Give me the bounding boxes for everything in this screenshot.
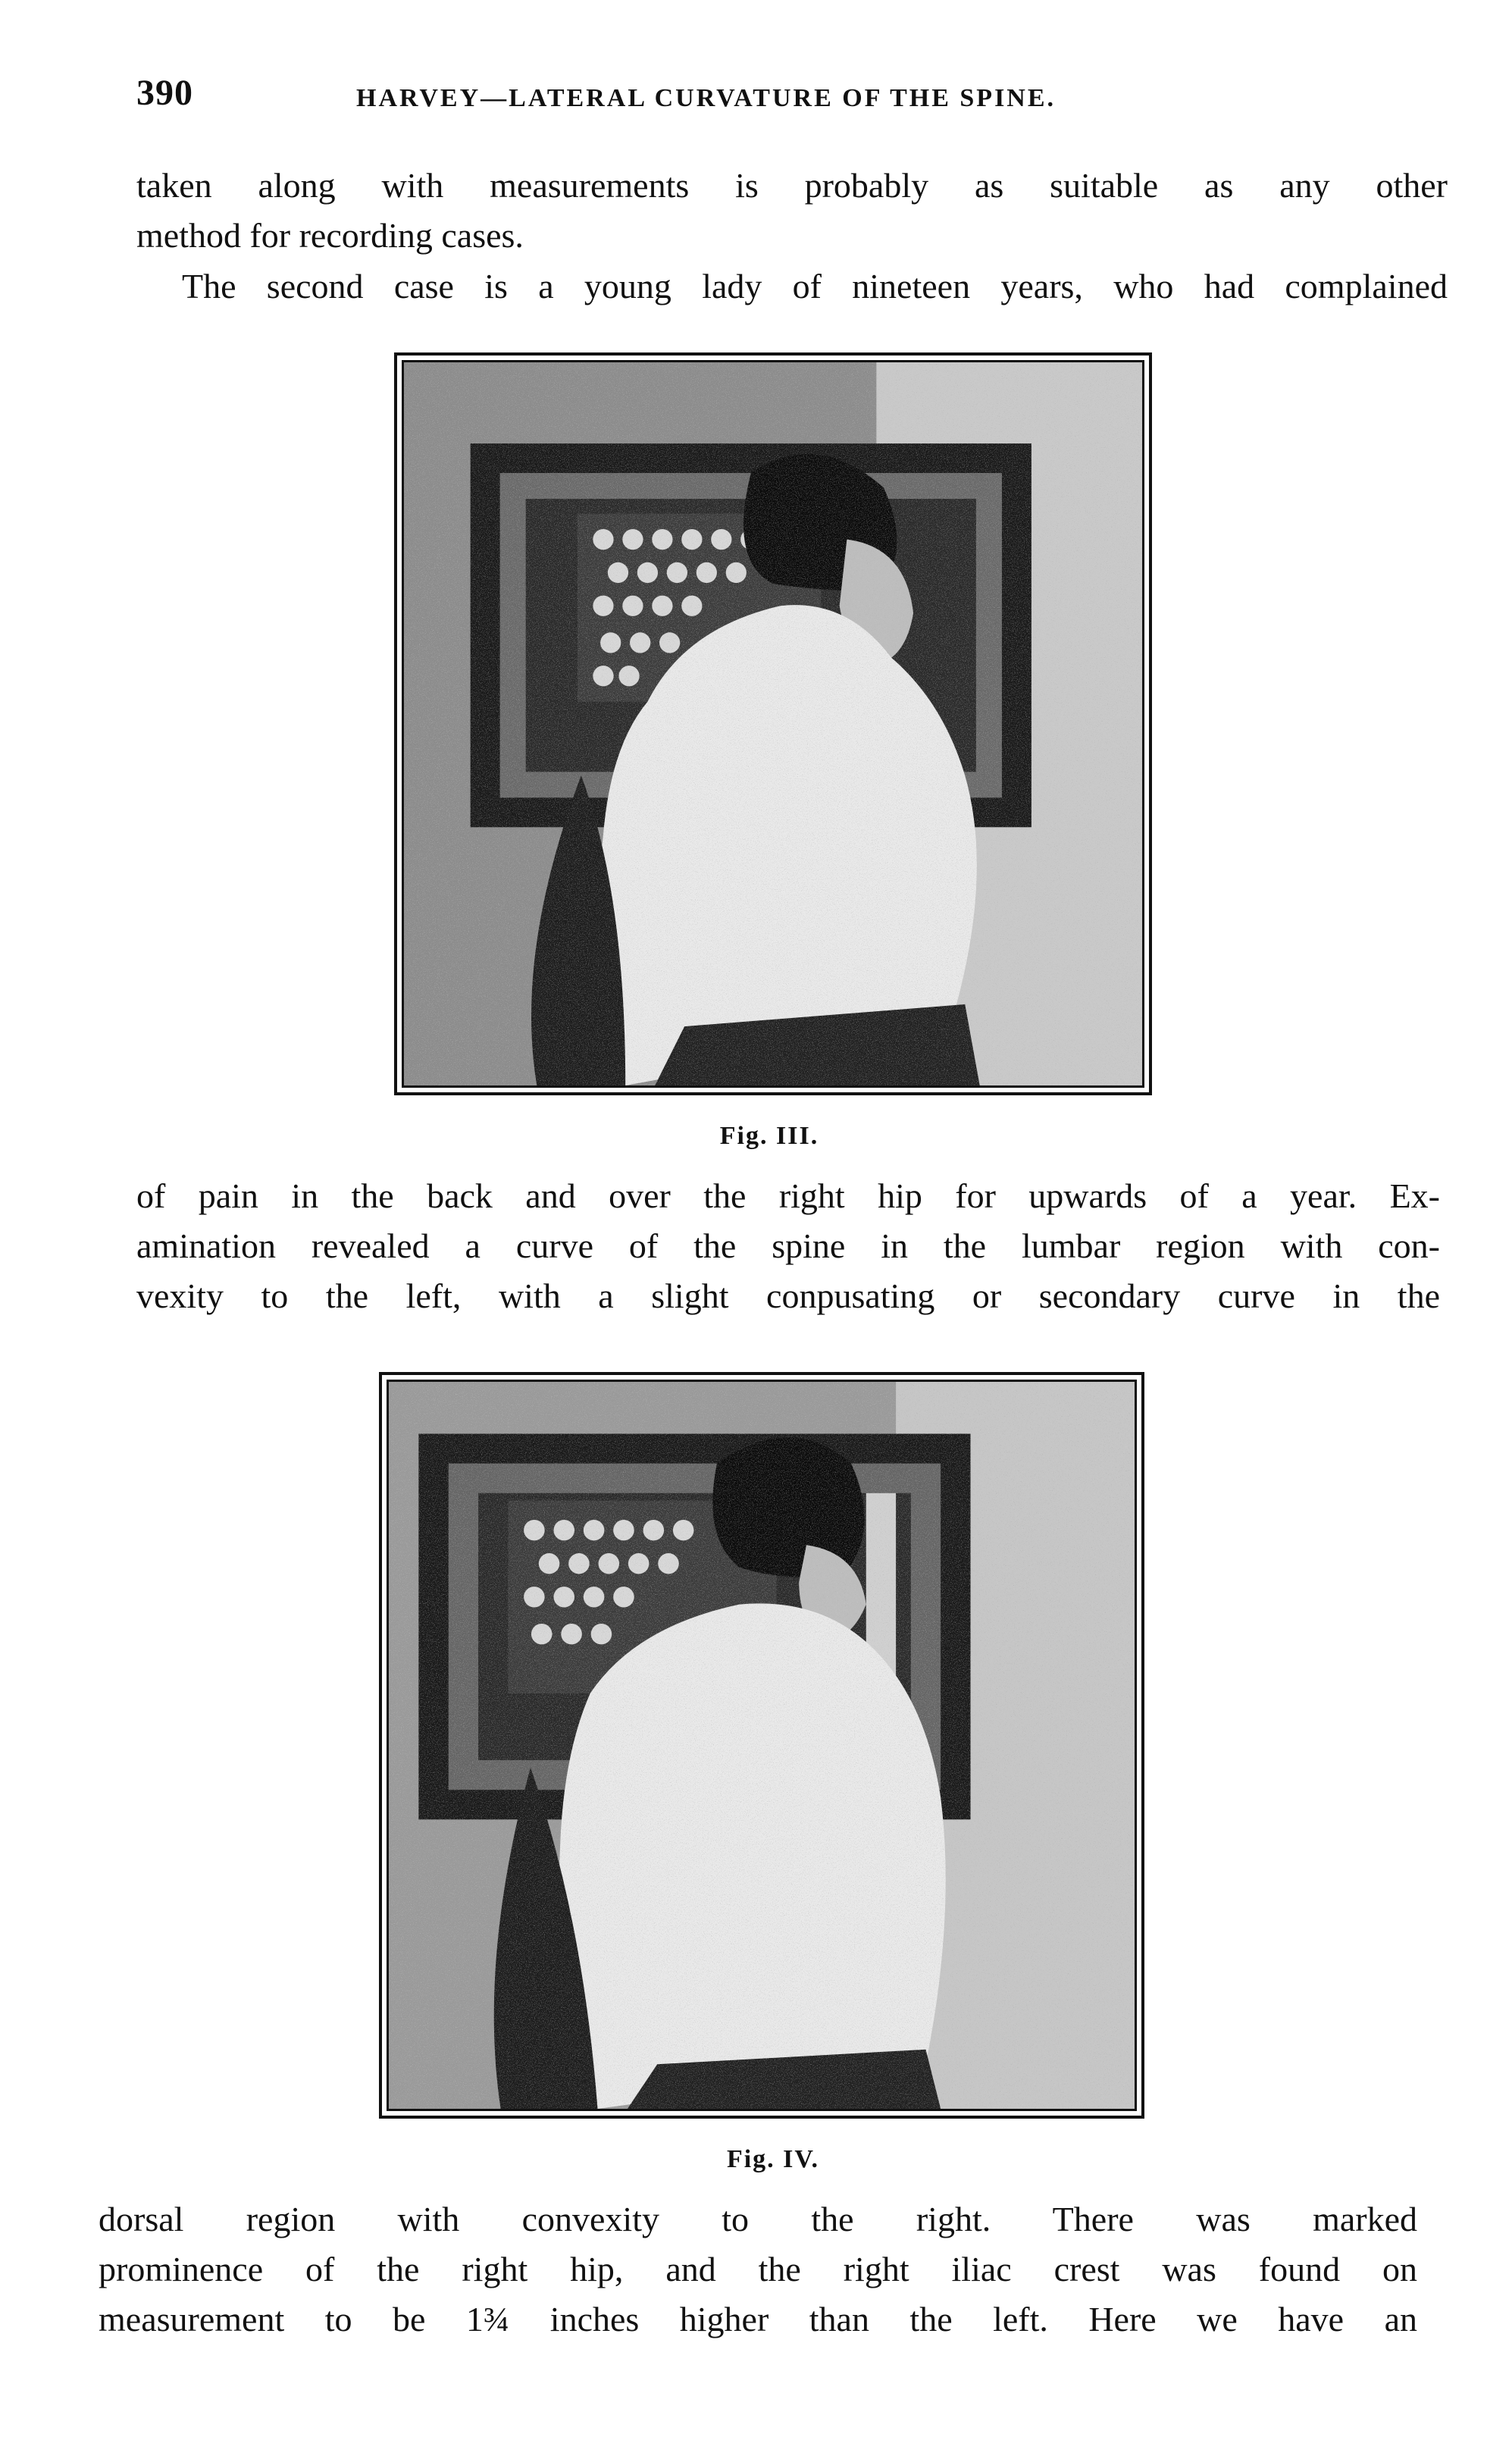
text-line: The second case is a young lady of nineteen years, who had complained xyxy=(182,267,1448,305)
paragraph-4 xyxy=(99,2194,1417,2345)
running-title: HARVEY—LATERAL CURVATURE OF THE SPINE. xyxy=(356,84,1057,112)
text-line: method for recording cases. xyxy=(136,216,524,255)
paragraph-2 xyxy=(136,262,1448,312)
text-line: amination revealed a curve of the spine in the lumbar region with con- xyxy=(136,1226,1440,1265)
text-line: of pain in the back and over the right hip for upwards of a year. Ex- xyxy=(136,1176,1440,1215)
text-line: dorsal region with convexity to the right. There was marked xyxy=(99,2200,1417,2238)
patient-back-photo xyxy=(389,1382,1135,2109)
figure-iii-photo xyxy=(394,352,1152,1095)
page-number: 390 xyxy=(136,73,193,113)
patient-back-photo xyxy=(404,362,1142,1085)
text-line: vexity to the left, with a slight conpusating or secondary curve in the xyxy=(136,1276,1440,1315)
paragraph-1 xyxy=(136,161,1448,261)
figure-iv-caption: Fig. IV. xyxy=(726,2145,820,2173)
paragraph-3 xyxy=(136,1171,1440,1321)
text-line: taken along with measurements is probably as suitable as any other xyxy=(136,166,1448,205)
text-line: prominence of the right hip, and the right iliac crest was found on xyxy=(99,2250,1417,2288)
figure-iv-photo xyxy=(379,1372,1144,2119)
text-line: measurement to be 1¾ inches higher than the left. Here we have an xyxy=(99,2300,1417,2338)
figure-iii-caption: Fig. III. xyxy=(719,1122,819,1150)
running-head xyxy=(136,72,1425,133)
